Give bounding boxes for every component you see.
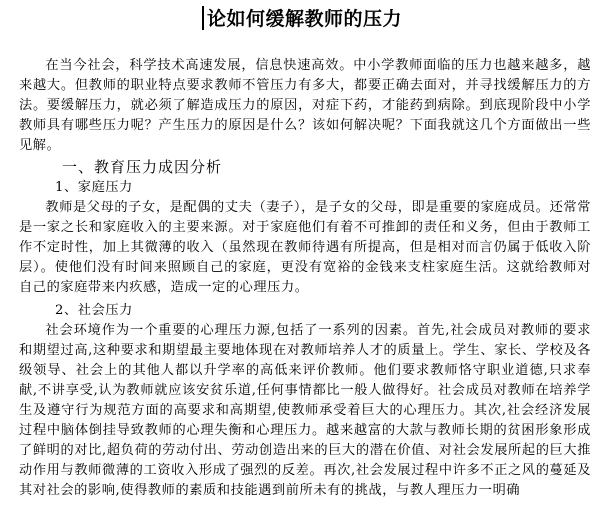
document-title: 论如何缓解教师的压力 [207,8,403,30]
text-cursor [202,6,204,30]
intro-paragraph: 在当今社会，科学技术高速发展，信息快速高效。中小学教师面临的压力也越来越多，越来越大。但教师的职业特点要求教师不管压力有多大，都要正确去面对，并寻找缓解压力的方法。要缓解压力，就必须了解造成压力的原因，对症下药，才能药到病除。到底现阶段中小学教师具有哪些压力呢？产生压力的原因是什么？该如何解决呢？下面我就这几个方面做出一些见解。 [19,58,591,153]
family-pressure-paragraph: 教师是父母的子女，是配偶的丈夫（妻子），是子女的父母，即是重要的家庭成员。还常常是一家之长和家庭收入的主要来源。对于家庭他们有着不可推卸的责任和义务，但由于教师工作不定时性，加上其微薄的收入（虽然现在教师待遇有所提高，但是相对而言仍属于低收入阶层）。使他们没有时间来照顾自己的家庭，更没有宽裕的金钱来支柱家庭生活。这就给教师对自己的家庭带来内疚感，造成一定的心理压力。 [19,200,591,295]
document-body [19,56,591,501]
section-heading: 一、教育压力成因分析 [62,158,223,176]
social-pressure-paragraph: 社会环境作为一个重要的心理压力源,包括了一系列的因素。首先,社会成员对教师的要求和期望过高,这种要求和期望最主要地体现在对教师培养人才的质量上。学生、家长、学校及各级领导、社会上的其他人都以升学率的高低来评价教师。他们要求教师恪守职业道德,只求奉献,不讲享受,认为教师就应该安贫乐道,任何事情都比一般人做得好。社会成员对教师在培养学生及遵守行为规范方面的高要求和高期望,使教师承受着巨大的心理压力。其次,社会经济发展过程中脑体倒挂导致教师的心理失衡和心理压力。越来越富的大款与教师长期的贫困形象形成了鲜明的对比,超负荷的劳动付出、劳动创造出来的巨大的潜在价值、对社会发展所起的巨大推动作用与教师微薄的工资收入形成了强烈的反差。再次,社会发展过程中许多不正之风的蔓延及其对社会的影响,使得教师的素质和技能遇到前所未有的挑战，与教人理压力一明确 [19,323,591,498]
subheading-family-pressure: 1、家庭压力 [55,180,133,195]
subheading-social-pressure: 2、社会压力 [55,303,133,318]
